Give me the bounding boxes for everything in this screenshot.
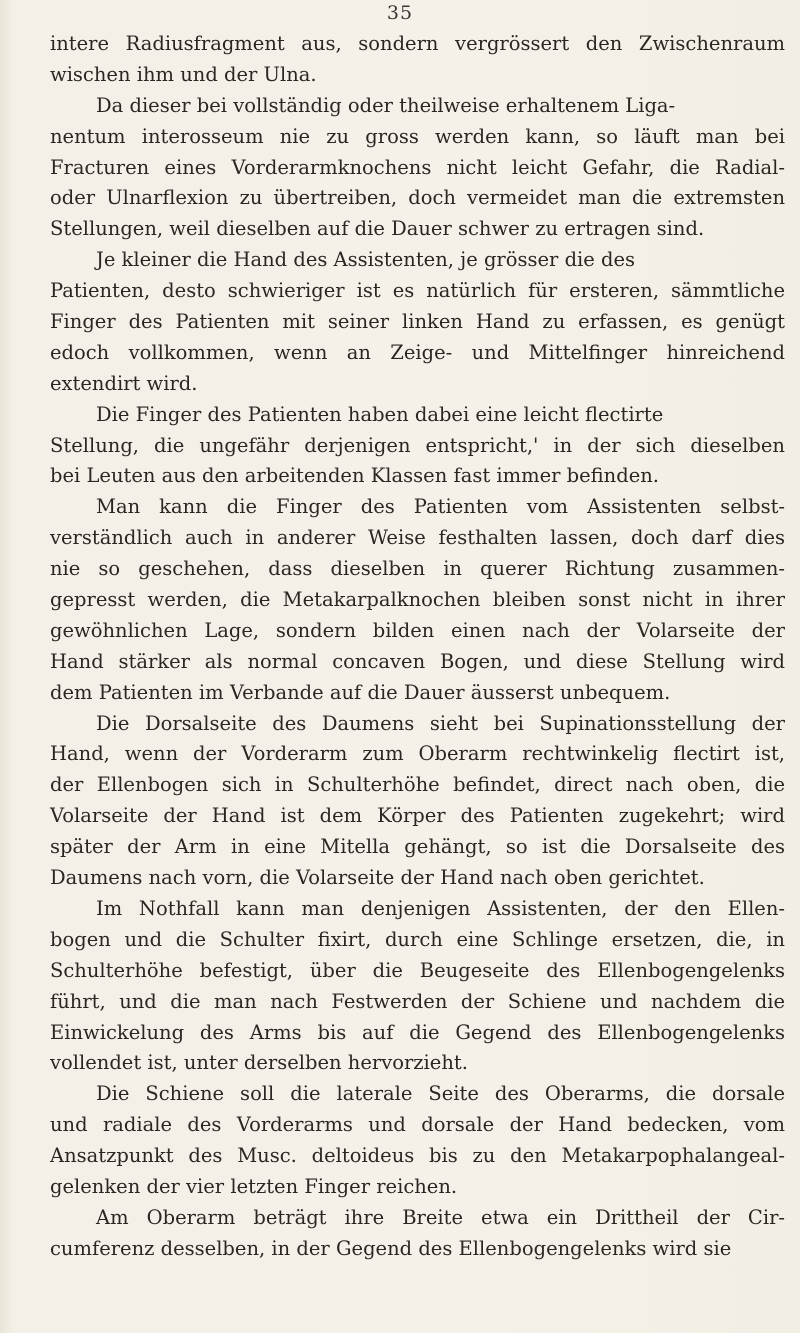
text-line: Patienten, desto schwieriger ist es natürlich für ersteren, sämmtliche — [50, 279, 785, 303]
text-line: Die Schiene soll die laterale Seite des Oberarms, die dorsale — [96, 1082, 785, 1106]
text-line: Daumens nach vorn, die Volarseite der Hand nach oben gerichtet. — [50, 866, 705, 890]
text-line: der Ellenbogen sich in Schulterhöhe befindet, direct nach oben, die — [50, 773, 785, 797]
text-line: extendirt wird. — [50, 371, 198, 395]
text-line: oder Ulnarflexion zu übertreiben, doch vermeidet man die extremsten — [50, 186, 785, 210]
text-line: cumferenz desselben, in der Gegend des Ellenbogengelenks wird sie — [50, 1236, 732, 1260]
text-line: Stellungen, weil dieselben auf die Dauer schwer zu ertragen sind. — [50, 217, 705, 241]
text-line: Da dieser bei vollständig oder theilweise erhaltenem Liga- — [96, 93, 676, 117]
body-text — [0, 29, 800, 1265]
text-line: Man kann die Finger des Patienten vom Assistenten selbst- — [96, 495, 785, 519]
text-line: verständlich auch in anderer Weise festhalten lassen, doch darf dies — [50, 526, 785, 550]
text-line: Je kleiner die Hand des Assistenten, je grösser die des — [96, 248, 636, 272]
text-line: später der Arm in eine Mitella gehängt, so ist die Dorsalseite des — [50, 835, 785, 859]
text-line: Hand stärker als normal concaven Bogen, und diese Stellung wird — [50, 649, 785, 673]
text-line: Am Oberarm beträgt ihre Breite etwa ein Drittheil der Cir- — [96, 1205, 785, 1229]
text-line: Volarseite der Hand ist dem Körper des Patienten zugekehrt; wird — [50, 804, 785, 828]
text-line: Hand, wenn der Vorderarm zum Oberarm rechtwinkelig flectirt ist, — [50, 742, 785, 766]
text-line: nie so geschehen, dass dieselben in querer Richtung zusammen- — [50, 557, 785, 581]
text-line: Im Nothfall kann man denjenigen Assistenten, der den Ellen- — [96, 896, 785, 920]
text-line: Die Dorsalseite des Daumens sieht bei Supinationsstellung der — [96, 711, 785, 735]
text-line: Die Finger des Patienten haben dabei eine leicht flectirte — [96, 402, 664, 426]
text-line: nentum interosseum nie zu gross werden kann, so läuft man bei — [50, 124, 785, 148]
text-line: und radiale des Vorderarms und dorsale der Hand bedecken, vom — [50, 1113, 785, 1137]
text-line: edoch vollkommen, wenn an Zeige- und Mittelfinger hinreichend — [50, 340, 785, 364]
text-line: Ansatzpunkt des Musc. deltoideus bis zu den Metakarpophalangeal- — [50, 1144, 785, 1168]
text-line: dem Patienten im Verbande auf die Dauer äusserst unbequem. — [50, 680, 671, 704]
text-line: gelenken der vier letzten Finger reichen. — [50, 1174, 458, 1198]
text-line: Schulterhöhe befestigt, über die Beugeseite des Ellenbogengelenks — [50, 958, 785, 982]
text-line: Finger des Patienten mit seiner linken Hand zu erfassen, es genügt — [50, 310, 785, 334]
text-line: bei Leuten aus den arbeitenden Klassen fast immer befinden. — [50, 464, 660, 488]
text-line: gepresst werden, die Metakarpalknochen bleiben sonst nicht in ihrer — [50, 588, 785, 612]
text-line: gewöhnlichen Lage, sondern bilden einen nach der Volarseite der — [50, 618, 785, 642]
page-number: 35 — [386, 2, 414, 24]
text-line: vollendet ist, unter derselben hervorzieht. — [50, 1051, 468, 1075]
text-line: Stellung, die ungefähr derjenigen entspricht,' in der sich dieselben — [50, 433, 785, 457]
text-line: Einwickelung des Arms bis auf die Gegend des Ellenbogengelenks — [50, 1020, 785, 1044]
text-line: intere Radiusfragment aus, sondern vergrössert den Zwischenraum — [50, 32, 785, 55]
text-line: bogen und die Schulter fixirt, durch eine Schlinge ersetzen, die, in — [50, 927, 785, 951]
text-line: wischen ihm und der Ulna. — [50, 62, 317, 86]
text-line: Fracturen eines Vorderarmknochens nicht leicht Gefahr, die Radial- — [50, 155, 785, 179]
text-line: führt, und die man nach Festwerden der Schiene und nachdem die — [50, 989, 785, 1013]
